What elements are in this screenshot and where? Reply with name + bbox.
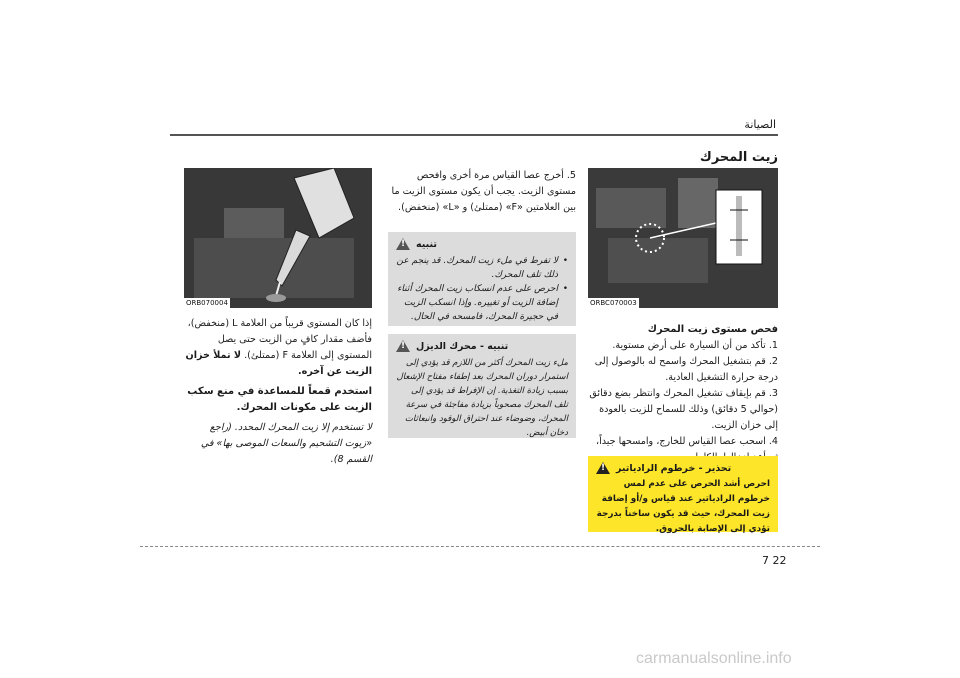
caution-triangle-icon xyxy=(396,340,410,352)
section-title: الصيانة xyxy=(744,118,776,131)
oil-filling-photo xyxy=(184,168,372,308)
check-steps xyxy=(588,338,778,466)
caution-box-diesel xyxy=(388,334,576,438)
step-2: 2. قم بتشغيل المحرك واسمح له بالوصول إلى درجة حرارة التشغيل العادية. xyxy=(594,356,778,383)
dipstick-photo xyxy=(588,168,778,308)
radiator-warning-box xyxy=(588,456,778,532)
footer-divider xyxy=(140,546,820,547)
diesel-caution-title: تنبيه - محرك الديزل xyxy=(416,340,509,352)
engine-dipstick-illustration xyxy=(588,168,778,308)
step-5: 5. أخرج عصا القياس مرة أخرى وافحص مستوى الزيت. يجب أن يكون مستوى الزيت ما بين العلامتين «F» (ممتلئ) و «L» (منخفض). xyxy=(391,170,576,213)
header-rule xyxy=(170,134,778,136)
specified-oil-note: لا تستخدم إلا زيت المحرك المحدد. (راجع «زيوت التشحيم والسعات الموصى بها» في القسم 8). xyxy=(200,422,372,465)
diesel-caution-header xyxy=(396,340,568,352)
oil-pour-illustration xyxy=(184,168,372,308)
caution-header xyxy=(396,238,568,250)
caution-item: • لا تفرط في ملء زيت المحرك. قد ينجم عن ذلك تلف المحرك. xyxy=(396,254,568,282)
warning-header xyxy=(596,462,770,474)
check-title: فحص مستوى زيت المحرك xyxy=(647,324,778,335)
page-number: 7 22 xyxy=(762,554,787,567)
photo-label: ORBC070003 xyxy=(590,299,637,307)
page-heading: زيت المحرك xyxy=(699,150,778,165)
caution-triangle-icon xyxy=(396,238,410,250)
step-4: 4. اسحب عصا القياس للخارج، وامسحها جيداً، xyxy=(595,436,778,447)
photo-label: ORB070004 xyxy=(186,299,228,307)
caution-item: • احرص على عدم انسكاب زيت المحرك أثناء إضافة الزيت أو تغييره. وإذا انسكب الزيت في حجيرة المحرك، فامسحه في الحال. xyxy=(396,282,568,324)
caution-list xyxy=(396,254,568,324)
step-1: 1. تأكد من أن السيارة على أرض مستوية. xyxy=(612,340,778,351)
diesel-caution-body: ملء زيت المحرك أكثر من اللازم قد يؤدي إلى استمرار دوران المحرك بعد إطفاء مفتاح الإشعال بسبب زيادة التغذية. إن الإفراط قد يؤدي إلى تلف المحرك مصحوباً بزيادة مفاجئة في سرعة المحرك، وضوضاء عند احتراق الوقود وانبعاثات دخان أبيض. xyxy=(396,358,568,438)
caution-box-overfill xyxy=(388,232,576,326)
step-3: 3. قم بإيقاف تشغيل المحرك وانتظر بضع دقائق (حوالي 5 دقائق) وذلك للسماح للزيت بالعودة إلى خزان الزيت. xyxy=(589,388,778,431)
refill-text: إذا كان المستوى قريباً من العلامة L (منخفض)، فأضف مقدار كافٍ من الزيت حتى يصل المستوى إلى العلامة F (ممتلئ). xyxy=(187,318,372,361)
watermark: carmanualsonline.info xyxy=(636,650,792,667)
warning-triangle-icon xyxy=(596,462,610,474)
left-text xyxy=(184,316,372,468)
refill-paragraph xyxy=(184,316,372,380)
refill-bold-text: لا تملأ خزان الزيت عن آخره. xyxy=(185,350,372,377)
warning-title: تحذير - خرطوم الرادياتير xyxy=(616,462,732,474)
warning-body: احرص أشد الحرص على عدم لمس خرطوم الرادياتير عند قياس و/أو إضافة زيت المحرك، حيث قد يكون ساخناً بدرجة تؤدي إلى الإصابة بالحروق. xyxy=(596,479,770,534)
funnel-note: استخدم قمعاً للمساعدة في منع سكب الزيت على مكونات المحرك. xyxy=(187,386,372,413)
caution-title: تنبيه xyxy=(416,238,437,250)
